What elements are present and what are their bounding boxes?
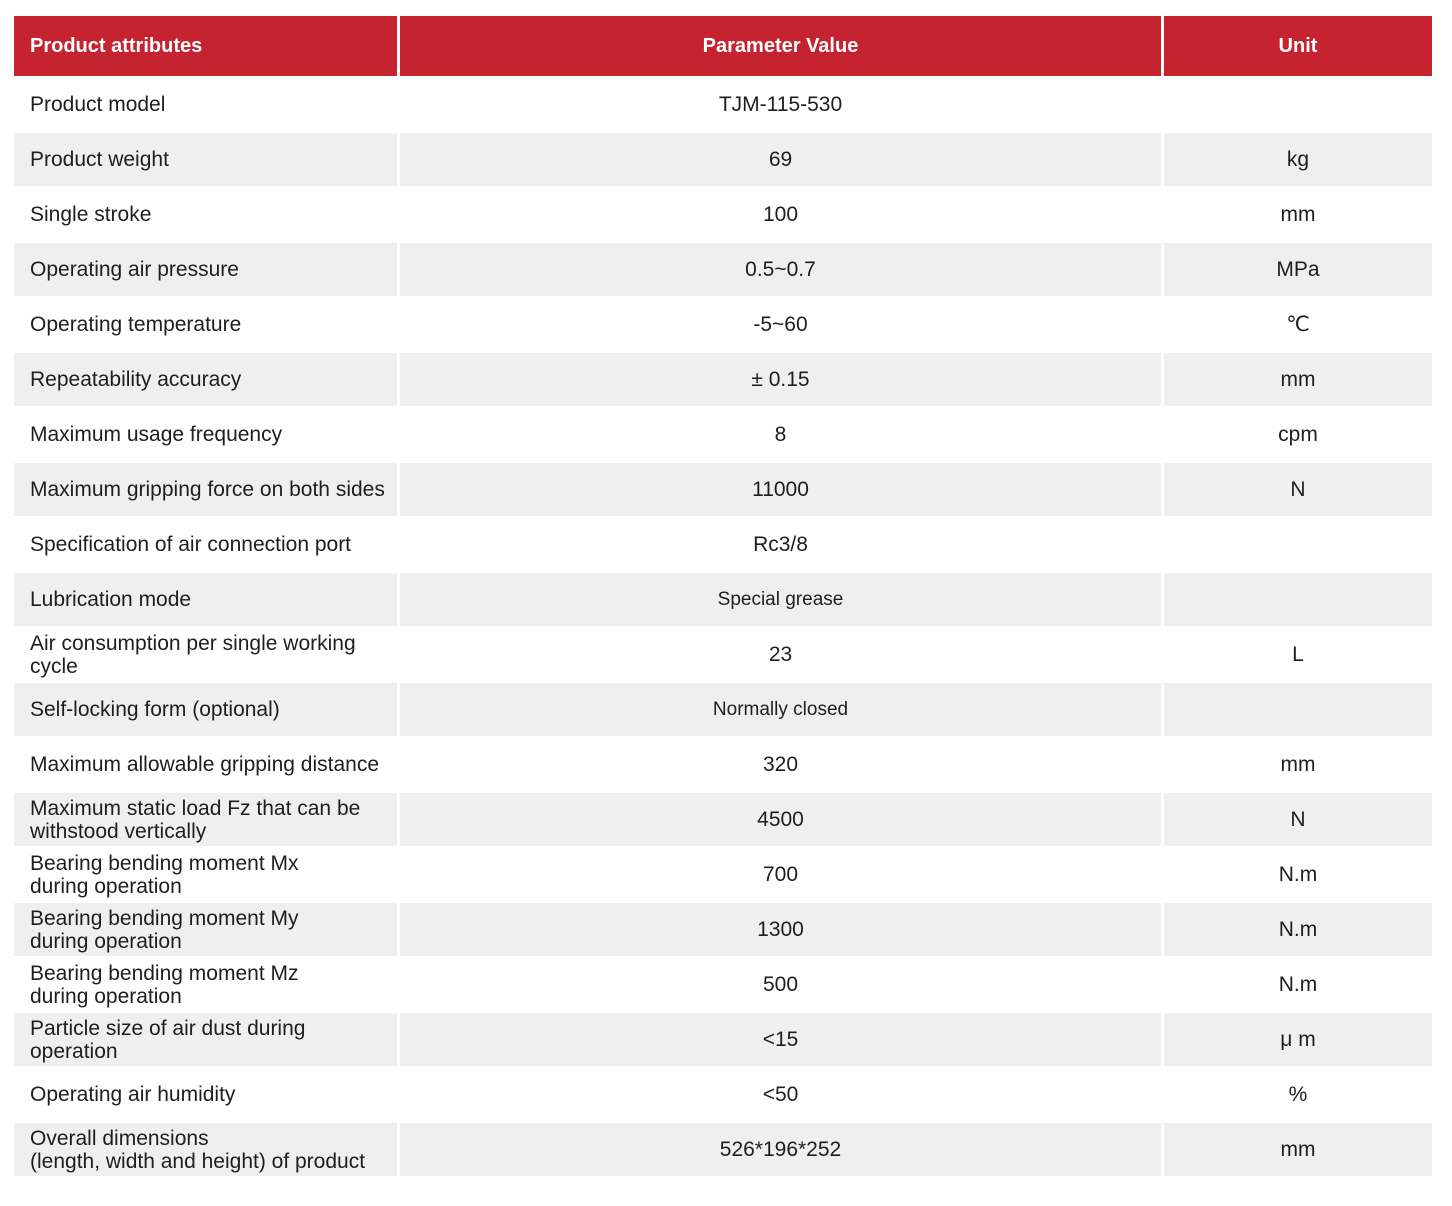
- row-attribute: Repeatability accuracy: [14, 351, 400, 406]
- table-row: [14, 901, 1432, 956]
- row-value: 0.5~0.7: [400, 241, 1164, 296]
- row-attribute-line1: Bearing bending moment Mz: [30, 961, 299, 985]
- row-attribute-line2: during operation: [30, 929, 182, 953]
- row-attribute-line2: withstood vertically: [30, 819, 207, 843]
- row-attribute: Specification of air connection port: [14, 516, 400, 571]
- row-attribute-line2: during operation: [30, 984, 182, 1008]
- row-attribute-line1: Bearing bending moment Mx: [30, 851, 299, 875]
- row-attribute: Maximum allowable gripping distance: [14, 736, 400, 791]
- row-attribute: Maximum gripping force on both sides: [14, 461, 400, 516]
- row-attribute: Particle size of air dust during operation: [14, 1011, 400, 1066]
- table-row: [14, 296, 1432, 351]
- spec-table: [14, 16, 1432, 1176]
- row-attribute: Product weight: [14, 131, 400, 186]
- row-value: 69: [400, 131, 1164, 186]
- row-attribute: Single stroke: [14, 186, 400, 241]
- row-value: Special grease: [400, 571, 1164, 626]
- row-value: 320: [400, 736, 1164, 791]
- row-attribute: Operating air pressure: [14, 241, 400, 296]
- row-unit: [1164, 571, 1432, 626]
- header-value: Parameter Value: [400, 16, 1164, 76]
- row-attribute: [14, 846, 400, 901]
- row-attribute: Maximum usage frequency: [14, 406, 400, 461]
- row-value: 700: [400, 846, 1164, 901]
- table-row: [14, 76, 1432, 131]
- table-row: [14, 791, 1432, 846]
- row-value: 4500: [400, 791, 1164, 846]
- row-attribute: Lubrication mode: [14, 571, 400, 626]
- row-unit: %: [1164, 1066, 1432, 1121]
- row-value: 8: [400, 406, 1164, 461]
- table-row: [14, 626, 1432, 681]
- row-attribute-line1: Overall dimensions: [30, 1126, 209, 1150]
- table-row: [14, 681, 1432, 736]
- header-unit: Unit: [1164, 16, 1432, 76]
- row-attribute: Self-locking form (optional): [14, 681, 400, 736]
- table-row: [14, 461, 1432, 516]
- row-value: 11000: [400, 461, 1164, 516]
- table-row: [14, 846, 1432, 901]
- row-unit: L: [1164, 626, 1432, 681]
- spec-table-container: [14, 16, 1432, 1176]
- table-row: [14, 406, 1432, 461]
- table-row: [14, 241, 1432, 296]
- header-attribute: Product attributes: [14, 16, 400, 76]
- table-row: [14, 1066, 1432, 1121]
- table-row: [14, 956, 1432, 1011]
- row-unit: kg: [1164, 131, 1432, 186]
- row-value: -5~60: [400, 296, 1164, 351]
- row-unit: N.m: [1164, 901, 1432, 956]
- row-unit: mm: [1164, 351, 1432, 406]
- row-unit: N.m: [1164, 956, 1432, 1011]
- row-value: 526*196*252: [400, 1121, 1164, 1176]
- row-value: TJM-115-530: [400, 76, 1164, 131]
- row-unit: [1164, 516, 1432, 571]
- row-value: 1300: [400, 901, 1164, 956]
- row-unit: N: [1164, 461, 1432, 516]
- row-unit: mm: [1164, 736, 1432, 791]
- row-attribute: Air consumption per single working cycle: [14, 626, 400, 681]
- row-attribute: [14, 901, 400, 956]
- table-row: [14, 1121, 1432, 1176]
- row-value: 500: [400, 956, 1164, 1011]
- table-row: [14, 571, 1432, 626]
- table-row: [14, 351, 1432, 406]
- row-attribute-line2: (length, width and height) of product: [30, 1149, 366, 1173]
- row-value: <50: [400, 1066, 1164, 1121]
- row-value: Rc3/8: [400, 516, 1164, 571]
- row-unit: μ m: [1164, 1011, 1432, 1066]
- row-value: 23: [400, 626, 1164, 681]
- row-unit: [1164, 76, 1432, 131]
- row-unit: mm: [1164, 1121, 1432, 1176]
- row-value: Normally closed: [400, 681, 1164, 736]
- row-attribute: Operating air humidity: [14, 1066, 400, 1121]
- row-unit: ℃: [1164, 296, 1432, 351]
- row-unit: MPa: [1164, 241, 1432, 296]
- row-value: 100: [400, 186, 1164, 241]
- row-attribute: [14, 1121, 400, 1176]
- row-attribute: [14, 791, 400, 846]
- row-unit: cpm: [1164, 406, 1432, 461]
- table-row: [14, 736, 1432, 791]
- row-value: <15: [400, 1011, 1164, 1066]
- row-unit: mm: [1164, 186, 1432, 241]
- row-attribute: Operating temperature: [14, 296, 400, 351]
- row-attribute-line1: Maximum static load Fz that can be: [30, 796, 361, 820]
- table-row: [14, 186, 1432, 241]
- row-unit: N: [1164, 791, 1432, 846]
- row-attribute: [14, 956, 400, 1011]
- table-row: [14, 131, 1432, 186]
- table-header-row: [14, 16, 1432, 76]
- row-attribute-line2: during operation: [30, 874, 182, 898]
- row-unit: N.m: [1164, 846, 1432, 901]
- table-row: [14, 516, 1432, 571]
- row-attribute: Product model: [14, 76, 400, 131]
- table-row: [14, 1011, 1432, 1066]
- row-unit: [1164, 681, 1432, 736]
- row-attribute-line1: Bearing bending moment My: [30, 906, 299, 930]
- row-value: ± 0.15: [400, 351, 1164, 406]
